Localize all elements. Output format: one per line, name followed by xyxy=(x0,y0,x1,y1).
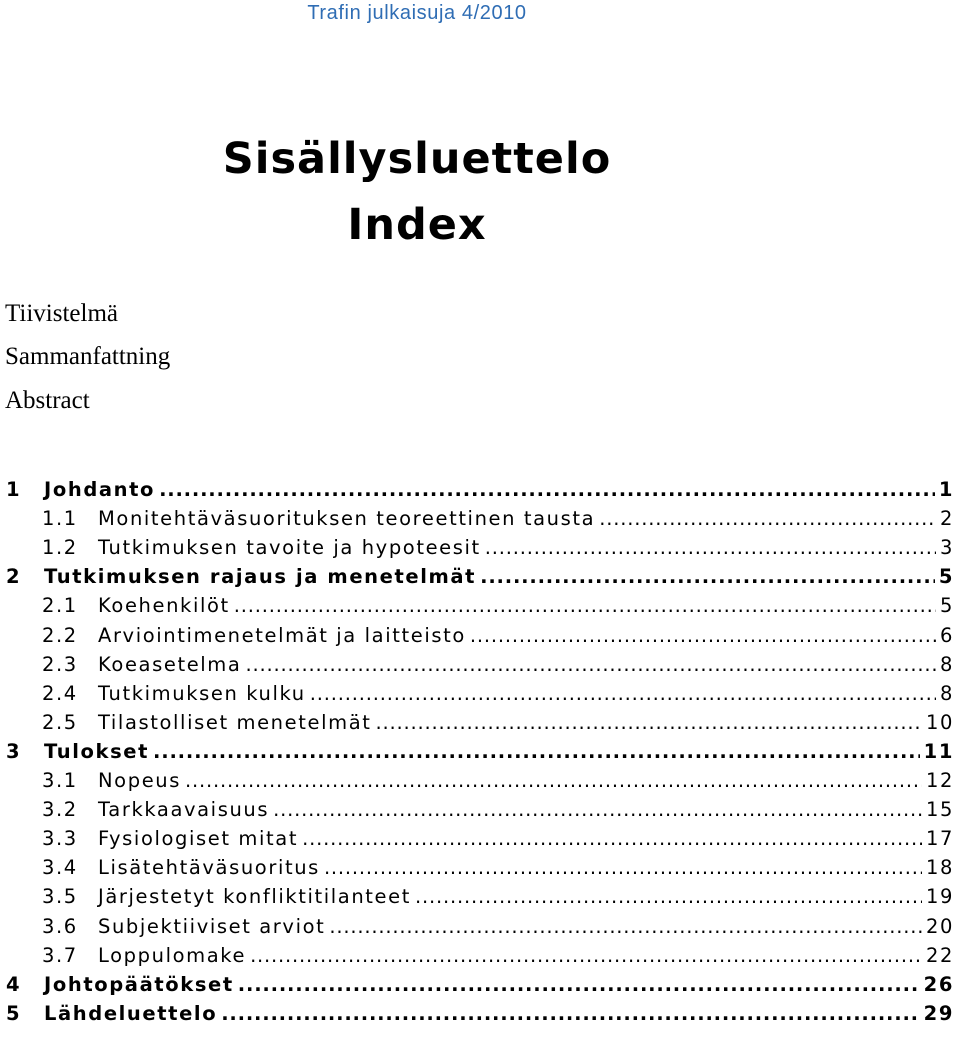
toc-entry-title: Subjektiiviset arviot xyxy=(98,915,326,938)
toc-entry-page: 10 xyxy=(925,711,954,734)
page-title: Sisällysluettelo xyxy=(222,134,612,184)
toc-entry-title: Tulokset xyxy=(44,740,150,763)
toc-dot-leader xyxy=(159,478,935,501)
toc-entry-number: 2 xyxy=(6,565,22,588)
toc-dot-leader xyxy=(234,594,936,617)
summary-link-abstract[interactable]: Abstract xyxy=(5,387,90,414)
toc-entry-title: Loppulomake xyxy=(98,944,247,967)
toc-dot-leader xyxy=(185,769,922,792)
toc-entry-number: 3.6 xyxy=(42,915,78,938)
toc-dot-leader xyxy=(310,682,936,705)
toc-entry-page: 12 xyxy=(925,769,954,792)
toc-entry-number: 3.2 xyxy=(42,798,78,821)
toc-dot-leader xyxy=(250,944,922,967)
toc-entry-page: 18 xyxy=(925,856,954,879)
toc-entry-page: 8 xyxy=(939,653,954,676)
toc-entry-number: 1.1 xyxy=(42,507,78,530)
toc-entry-title: Lähdeluettelo xyxy=(44,1002,218,1025)
toc-entry-title: Järjestetyt konfliktitilanteet xyxy=(98,885,411,908)
toc-entry-page: 15 xyxy=(925,798,954,821)
toc-entry-title: Tarkkaavaisuus xyxy=(98,798,270,821)
toc-entry[interactable] xyxy=(42,798,954,826)
toc-entry-page: 8 xyxy=(939,682,954,705)
toc-entry-number: 1 xyxy=(6,478,22,501)
toc-entry[interactable] xyxy=(42,944,954,972)
summary-link-sammanfattning[interactable]: Sammanfattning xyxy=(5,343,171,370)
toc-dot-leader xyxy=(415,885,922,908)
toc-entry-page: 20 xyxy=(925,915,954,938)
toc-dot-leader xyxy=(485,536,936,559)
page-subtitle: Index xyxy=(347,200,487,250)
toc-entry-number: 2.2 xyxy=(42,624,78,647)
toc-dot-leader xyxy=(245,653,936,676)
toc-entry-number: 3.1 xyxy=(42,769,78,792)
toc-entry-number: 3.7 xyxy=(42,944,78,967)
toc-entry-page: 6 xyxy=(939,624,954,647)
toc-entry-page: 17 xyxy=(925,827,954,850)
toc-entry-title: Lisätehtäväsuoritus xyxy=(98,856,320,879)
toc-entry-number: 2.1 xyxy=(42,594,78,617)
toc-entry-title: Koeasetelma xyxy=(98,653,242,676)
toc-entry-page: 3 xyxy=(939,536,954,559)
toc-entry-page: 5 xyxy=(939,594,954,617)
toc-entry-title: Tutkimuksen kulku xyxy=(98,682,306,705)
toc-dot-leader xyxy=(599,507,936,530)
toc-dot-leader xyxy=(324,856,922,879)
toc-entry-page: 5 xyxy=(938,565,954,588)
toc-entry-page: 29 xyxy=(923,1002,954,1025)
toc-dot-leader xyxy=(221,1002,919,1025)
publication-header: Trafin julkaisuja 4/2010 xyxy=(307,2,527,24)
toc-entry-title: Tutkimuksen rajaus ja menetelmät xyxy=(44,565,477,588)
toc-entry[interactable] xyxy=(42,827,954,855)
toc-entry[interactable] xyxy=(42,711,954,739)
toc-entry-page: 11 xyxy=(923,740,954,763)
toc-entry[interactable] xyxy=(42,653,954,681)
toc-entry-title: Arviointimenetelmät ja laitteisto xyxy=(98,624,466,647)
toc-entry-title: Fysiologiset mitat xyxy=(98,827,299,850)
toc-dot-leader xyxy=(470,624,936,647)
toc-dot-leader xyxy=(329,915,922,938)
summary-link-tiivistelma[interactable]: Tiivistelmä xyxy=(5,300,118,327)
toc-entry-number: 3.4 xyxy=(42,856,78,879)
toc-entry-title: Tutkimuksen tavoite ja hypoteesit xyxy=(98,536,481,559)
toc-entry-page: 19 xyxy=(925,885,954,908)
toc-entry-number: 4 xyxy=(6,973,22,996)
toc-entry-title: Tilastolliset menetelmät xyxy=(98,711,372,734)
toc-entry[interactable] xyxy=(6,973,954,1001)
toc-entry[interactable] xyxy=(42,624,954,652)
toc-entry[interactable] xyxy=(42,915,954,943)
toc-entry-title: Monitehtäväsuorituksen teoreettinen tausta xyxy=(98,507,596,530)
toc-entry-number: 2.5 xyxy=(42,711,78,734)
toc-entry[interactable] xyxy=(42,885,954,913)
toc-entry-page: 26 xyxy=(923,973,954,996)
toc-entry-number: 3.5 xyxy=(42,885,78,908)
toc-entry-number: 3 xyxy=(6,740,22,763)
toc-entry[interactable] xyxy=(42,507,954,535)
toc-dot-leader xyxy=(238,973,920,996)
toc-entry-title: Nopeus xyxy=(98,769,182,792)
toc-entry-number: 5 xyxy=(6,1002,22,1025)
toc-entry-page: 2 xyxy=(939,507,954,530)
toc-entry-title: Koehenkilöt xyxy=(98,594,230,617)
toc-entry-number: 2.4 xyxy=(42,682,78,705)
toc-entry-page: 1 xyxy=(938,478,954,501)
toc-entry[interactable] xyxy=(42,536,954,564)
toc-dot-leader xyxy=(480,565,935,588)
toc-entry[interactable] xyxy=(6,565,954,593)
toc-entry[interactable] xyxy=(42,769,954,797)
toc-entry[interactable] xyxy=(42,682,954,710)
toc-entry[interactable] xyxy=(6,478,954,506)
toc-entry-number: 1.2 xyxy=(42,536,78,559)
toc-entry-title: Johdanto xyxy=(44,478,156,501)
toc-entry-page: 22 xyxy=(925,944,954,967)
toc-entry[interactable] xyxy=(42,594,954,622)
toc-dot-leader xyxy=(273,798,922,821)
toc-entry-number: 3.3 xyxy=(42,827,78,850)
toc-dot-leader xyxy=(376,711,922,734)
toc-entry[interactable] xyxy=(6,1002,954,1030)
toc-dot-leader xyxy=(302,827,922,850)
toc-dot-leader xyxy=(153,740,920,763)
toc-entry-title: Johtopäätökset xyxy=(44,973,234,996)
toc-entry[interactable] xyxy=(42,856,954,884)
toc-entry-number: 2.3 xyxy=(42,653,78,676)
toc-entry[interactable] xyxy=(6,740,954,768)
